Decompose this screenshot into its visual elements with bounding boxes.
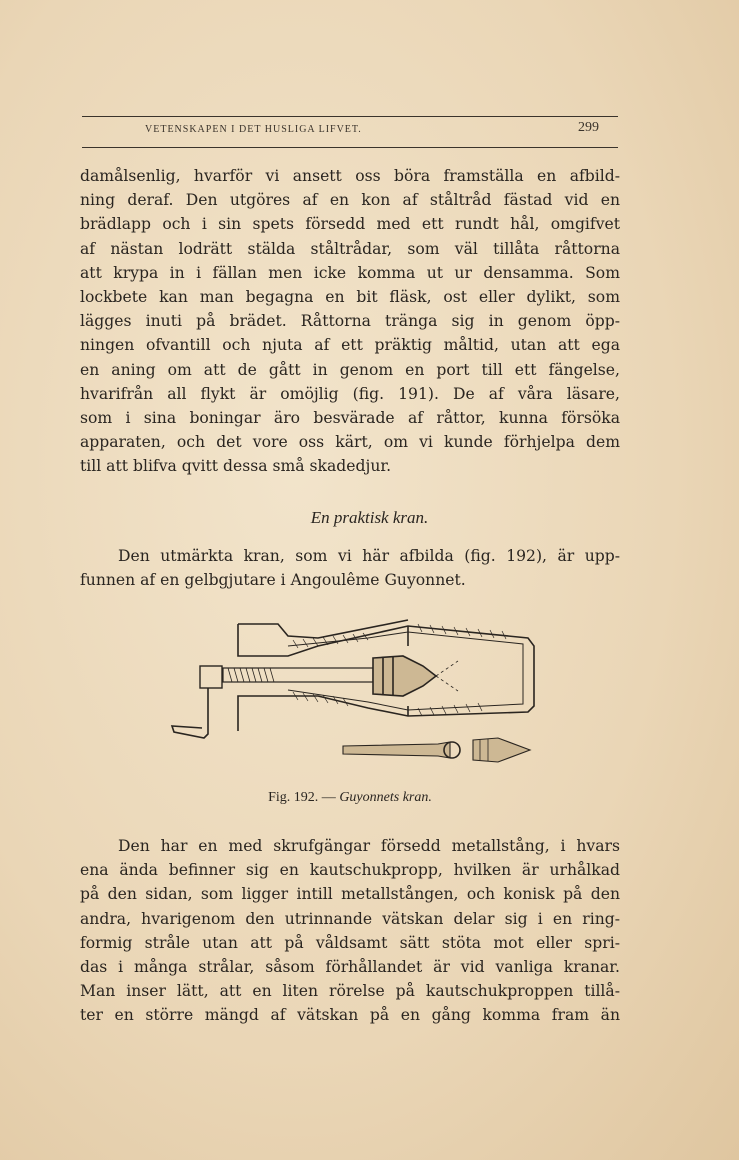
running-head: VETENSKAPEN I DET HUSLIGA LIFVET. <box>145 124 362 135</box>
text-line: formig stråle utan att på våldsamt sätt stöta mot eller spri- <box>80 933 620 952</box>
text-line: damålsenlig, hvarför vi ansett oss böra framställa en afbild- <box>80 167 620 185</box>
section-title: En praktisk kran. <box>310 508 429 527</box>
text-line: till att blifva qvitt dessa små skadedjur. <box>80 457 392 476</box>
text-line: Den utmärkta kran, som vi här afbilda (fig. 192), är upp- <box>118 547 620 565</box>
text-line: som i sina boningar äro besvärade af råttor, kunna försöka <box>80 409 620 428</box>
text-line: brädlapp och i sin spets försedd med ett rundt hål, omgifvet <box>80 215 620 234</box>
text-line: en aning om att de gått in genom en port till ett fängelse, <box>80 360 620 379</box>
faucet-illustration <box>168 616 540 776</box>
paragraph-2 <box>80 544 620 592</box>
text-line: lockbete kan man begagna en bit fläsk, ost eller dylikt, som <box>80 288 620 307</box>
text-line: das i många strålar, såsom förhållandet är vid vanliga kranar. <box>80 958 620 977</box>
text-line: apparaten, och det vore oss kärt, om vi kunde förhjelpa dem <box>80 433 620 452</box>
text-line: Man inser lätt, att en liten rörelse på kautschukproppen tillå- <box>80 982 620 1001</box>
text-line: funnen af en gelbgjutare i Angoulême Guyonnet. <box>80 571 466 590</box>
text-line: att krypa in i fällan men icke komma ut ur densamma. Som <box>80 263 620 282</box>
text-line: ter en större mängd af vätskan på en gång komma fram än <box>80 1006 620 1025</box>
caption-label: Fig. 192. — <box>268 790 340 805</box>
figure-caption <box>0 790 700 806</box>
text-line: ningen ofvantill och njuta af ett präktig måltid, utan att ega <box>80 336 620 355</box>
paragraph-1 <box>80 164 620 479</box>
paragraph-3 <box>80 834 620 1028</box>
text-line: lägges inuti på brädet. Råttorna tränga sig in genom öpp- <box>80 312 620 331</box>
text-line: ning deraf. Den utgöres af en kon af ståltråd fästad vid en <box>80 191 620 210</box>
caption-title: Guyonnets kran. <box>339 790 432 805</box>
text-line: andra, hvarigenom den utrinnande vätskan delar sig i en ring- <box>80 909 620 928</box>
text-line: af nästan lodrätt stälda ståltrådar, som väl tillåta råttorna <box>80 239 620 258</box>
page-number: 299 <box>578 120 599 135</box>
text-line: hvarifrån all flykt är omöjlig (fig. 191). De af våra läsare, <box>80 384 620 403</box>
text-line: ena ända befinner sig en kautschukpropp, hvilken är urhålkad <box>80 861 620 880</box>
text-line: på den sidan, som ligger intill metallstången, och konisk på den <box>80 885 620 904</box>
text-line: Den har en med skrufgängar försedd metallstång, i hvars <box>118 837 620 855</box>
